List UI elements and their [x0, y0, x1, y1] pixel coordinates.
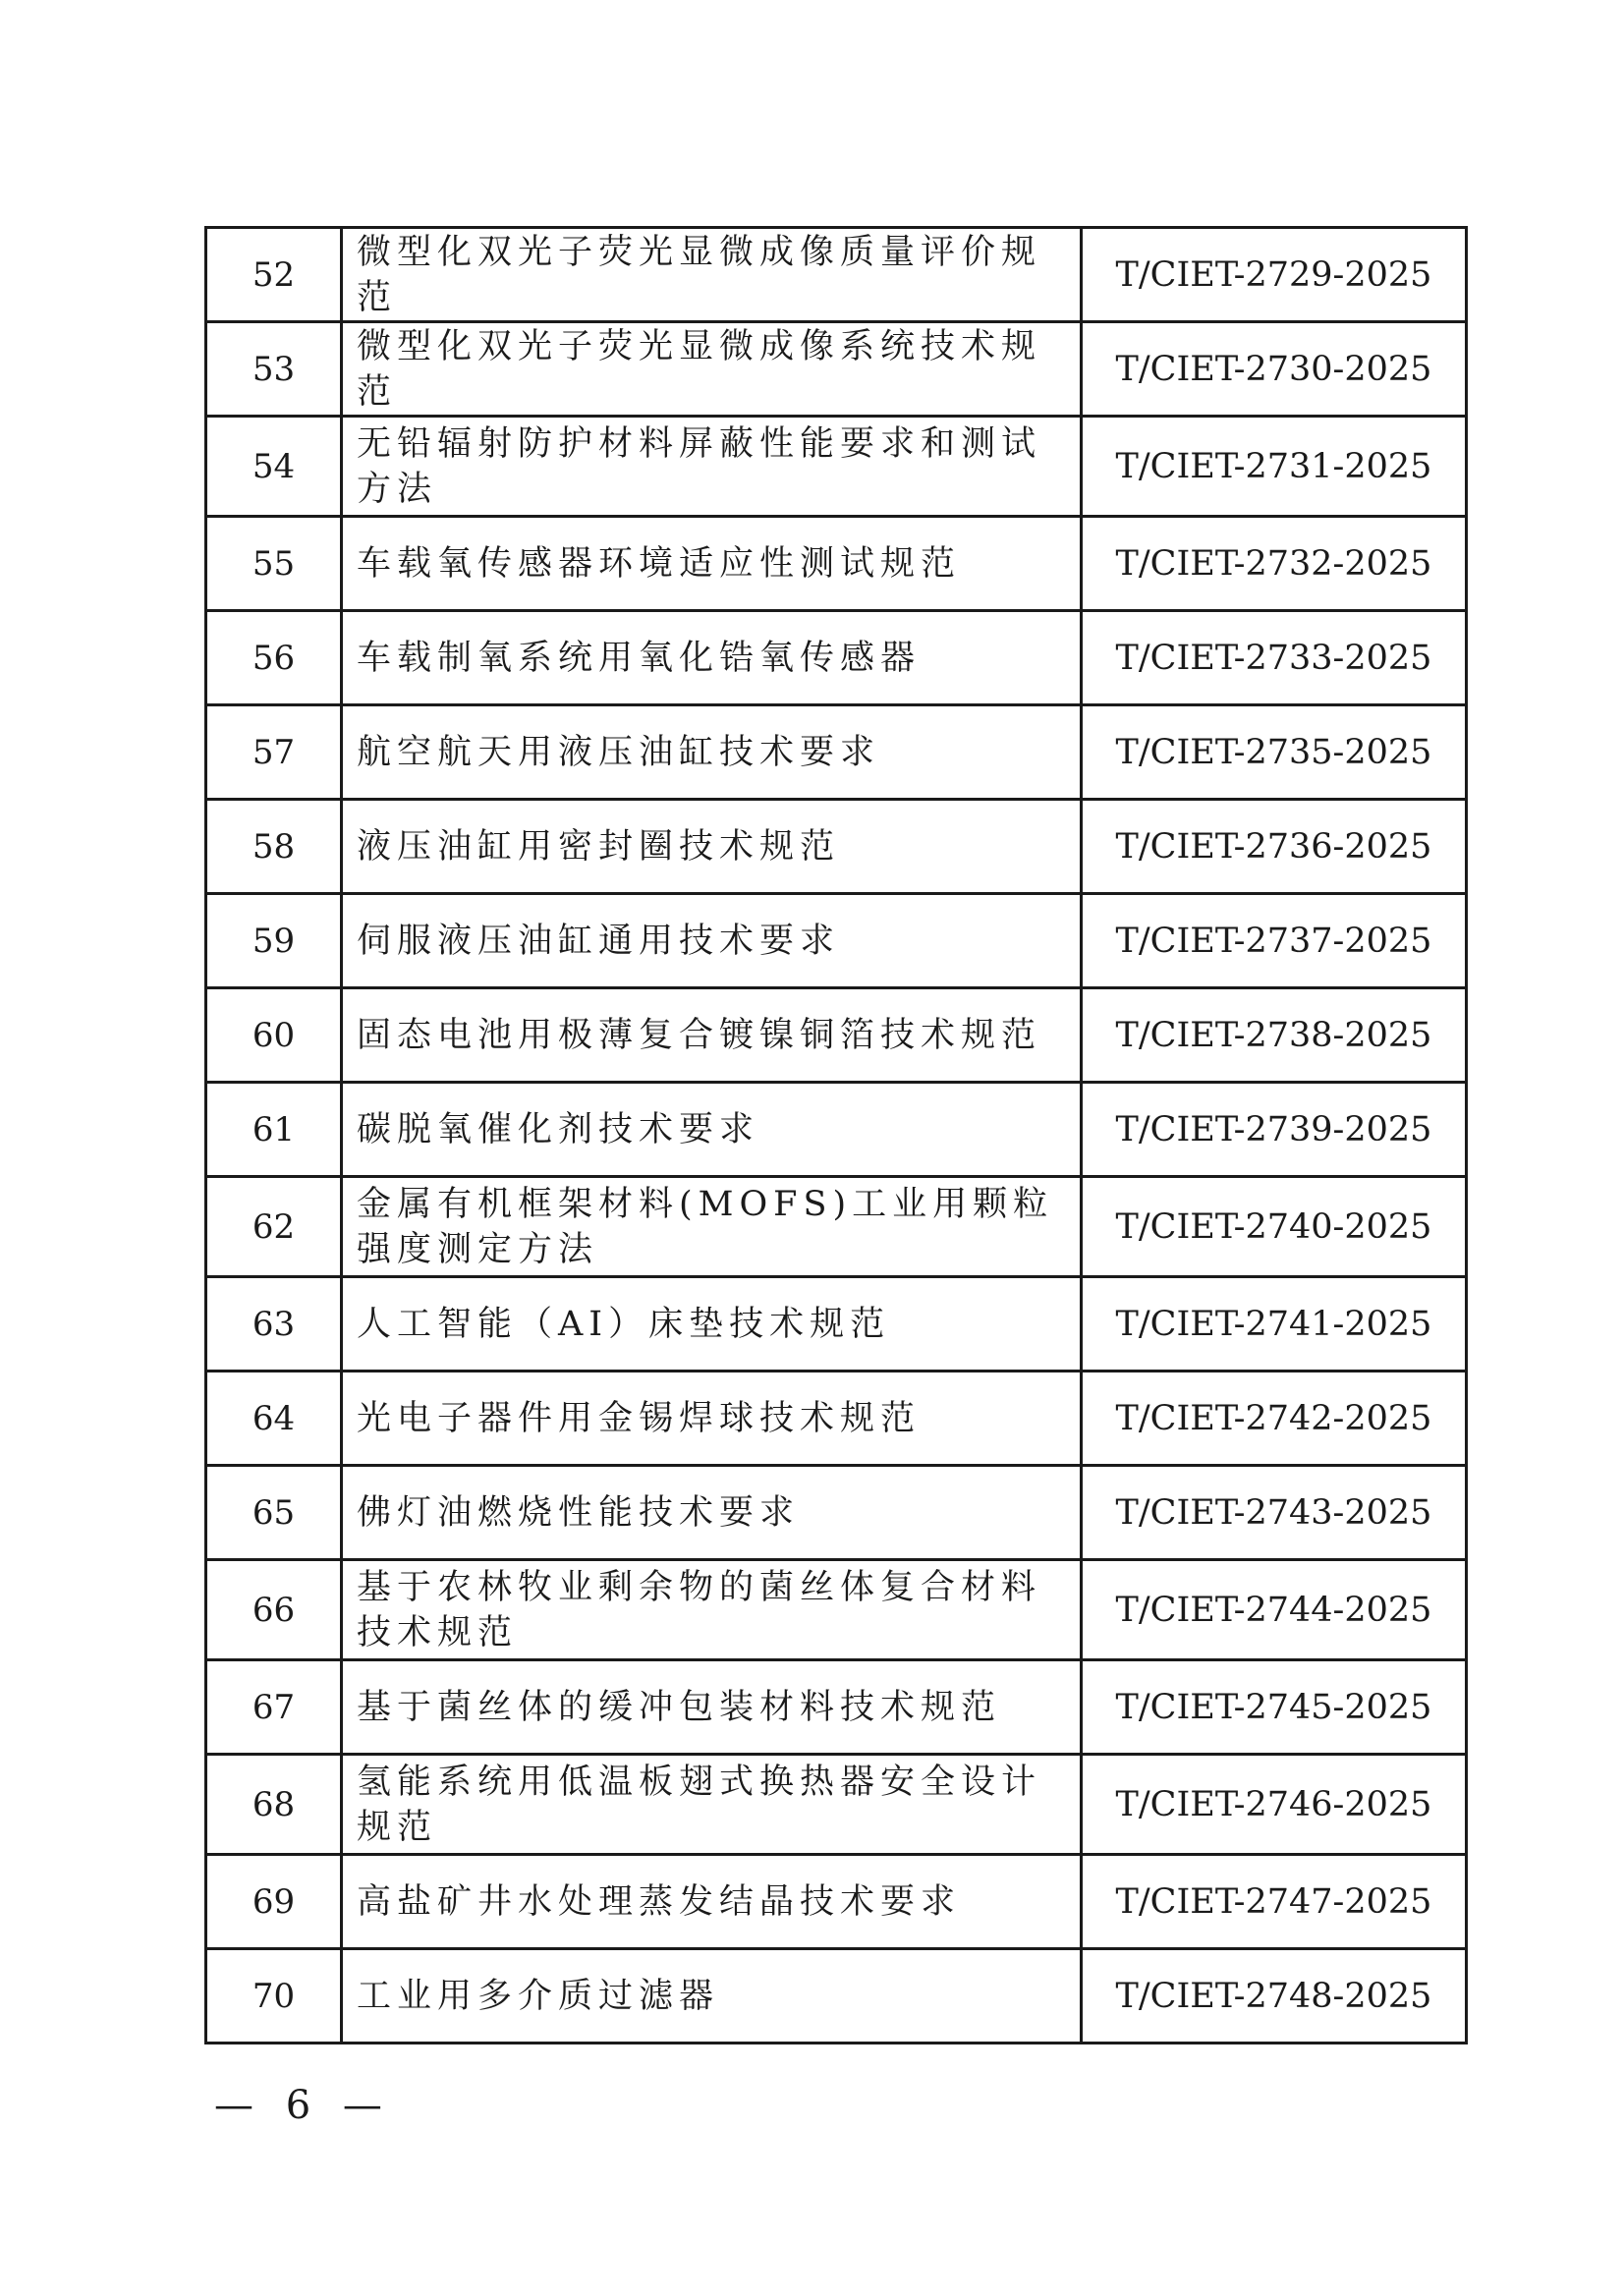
table-row: [206, 1949, 1467, 2044]
table-row: [206, 1466, 1467, 1560]
standard-code: T/CIET-2744-2025: [1082, 1560, 1467, 1660]
standard-code: T/CIET-2741-2025: [1082, 1277, 1467, 1372]
row-number: 60: [206, 988, 342, 1083]
standard-name: 微型化双光子荧光显微成像质量评价规范: [342, 228, 1082, 322]
table-row: [206, 894, 1467, 988]
standard-code: T/CIET-2733-2025: [1082, 611, 1467, 705]
standard-code: T/CIET-2729-2025: [1082, 228, 1467, 322]
standards-table: [204, 226, 1468, 2044]
row-number: 66: [206, 1560, 342, 1660]
row-number: 58: [206, 800, 342, 894]
standard-code: T/CIET-2747-2025: [1082, 1855, 1467, 1949]
table-row: [206, 517, 1467, 611]
row-number: 52: [206, 228, 342, 322]
standard-name: 金属有机框架材料(MOFS)工业用颗粒强度测定方法: [342, 1177, 1082, 1277]
table-row: [206, 1372, 1467, 1466]
row-number: 64: [206, 1372, 342, 1466]
standard-code: T/CIET-2735-2025: [1082, 705, 1467, 800]
standard-name: 光电子器件用金锡焊球技术规范: [342, 1372, 1082, 1466]
standard-name: 微型化双光子荧光显微成像系统技术规范: [342, 322, 1082, 417]
row-number: 56: [206, 611, 342, 705]
standard-code: T/CIET-2737-2025: [1082, 894, 1467, 988]
standard-code: T/CIET-2732-2025: [1082, 517, 1467, 611]
standard-code: T/CIET-2748-2025: [1082, 1949, 1467, 2044]
standard-name: 氢能系统用低温板翅式换热器安全设计规范: [342, 1755, 1082, 1855]
row-number: 67: [206, 1660, 342, 1755]
standard-name: 车载制氧系统用氧化锆氧传感器: [342, 611, 1082, 705]
row-number: 62: [206, 1177, 342, 1277]
standard-code: T/CIET-2731-2025: [1082, 417, 1467, 517]
table-row: [206, 228, 1467, 322]
table-row: [206, 1560, 1467, 1660]
standard-code: T/CIET-2739-2025: [1082, 1083, 1467, 1177]
table-row: [206, 988, 1467, 1083]
standard-name: 佛灯油燃烧性能技术要求: [342, 1466, 1082, 1560]
standard-name: 车载氧传感器环境适应性测试规范: [342, 517, 1082, 611]
standard-code: T/CIET-2746-2025: [1082, 1755, 1467, 1855]
row-number: 54: [206, 417, 342, 517]
standard-code: T/CIET-2736-2025: [1082, 800, 1467, 894]
table-row: [206, 417, 1467, 517]
row-number: 55: [206, 517, 342, 611]
standard-name: 液压油缸用密封圈技术规范: [342, 800, 1082, 894]
table-row: [206, 1083, 1467, 1177]
standard-code: T/CIET-2745-2025: [1082, 1660, 1467, 1755]
standard-name: 基于菌丝体的缓冲包装材料技术规范: [342, 1660, 1082, 1755]
standard-code: T/CIET-2742-2025: [1082, 1372, 1467, 1466]
standard-code: T/CIET-2738-2025: [1082, 988, 1467, 1083]
standard-name: 伺服液压油缸通用技术要求: [342, 894, 1082, 988]
row-number: 69: [206, 1855, 342, 1949]
table-row: [206, 611, 1467, 705]
standard-name: 固态电池用极薄复合镀镍铜箔技术规范: [342, 988, 1082, 1083]
standard-name: 航空航天用液压油缸技术要求: [342, 705, 1082, 800]
table-row: [206, 1855, 1467, 1949]
row-number: 63: [206, 1277, 342, 1372]
table-row: [206, 705, 1467, 800]
row-number: 53: [206, 322, 342, 417]
standard-name: 高盐矿井水处理蒸发结晶技术要求: [342, 1855, 1082, 1949]
standard-name: 碳脱氧催化剂技术要求: [342, 1083, 1082, 1177]
row-number: 57: [206, 705, 342, 800]
row-number: 61: [206, 1083, 342, 1177]
table-row: [206, 800, 1467, 894]
row-number: 65: [206, 1466, 342, 1560]
row-number: 59: [206, 894, 342, 988]
table-row: [206, 1277, 1467, 1372]
standard-name: 基于农林牧业剩余物的菌丝体复合材料技术规范: [342, 1560, 1082, 1660]
table-row: [206, 1177, 1467, 1277]
row-number: 70: [206, 1949, 342, 2044]
table-row: [206, 1755, 1467, 1855]
standard-name: 工业用多介质过滤器: [342, 1949, 1082, 2044]
standards-table-body: [206, 228, 1467, 2044]
table-row: [206, 1660, 1467, 1755]
standard-code: T/CIET-2743-2025: [1082, 1466, 1467, 1560]
row-number: 68: [206, 1755, 342, 1855]
table-row: [206, 322, 1467, 417]
standard-name: 人工智能（AI）床垫技术规范: [342, 1277, 1082, 1372]
page-number: — 6 —: [214, 2083, 392, 2128]
standard-name: 无铅辐射防护材料屏蔽性能要求和测试方法: [342, 417, 1082, 517]
standard-code: T/CIET-2730-2025: [1082, 322, 1467, 417]
standard-code: T/CIET-2740-2025: [1082, 1177, 1467, 1277]
